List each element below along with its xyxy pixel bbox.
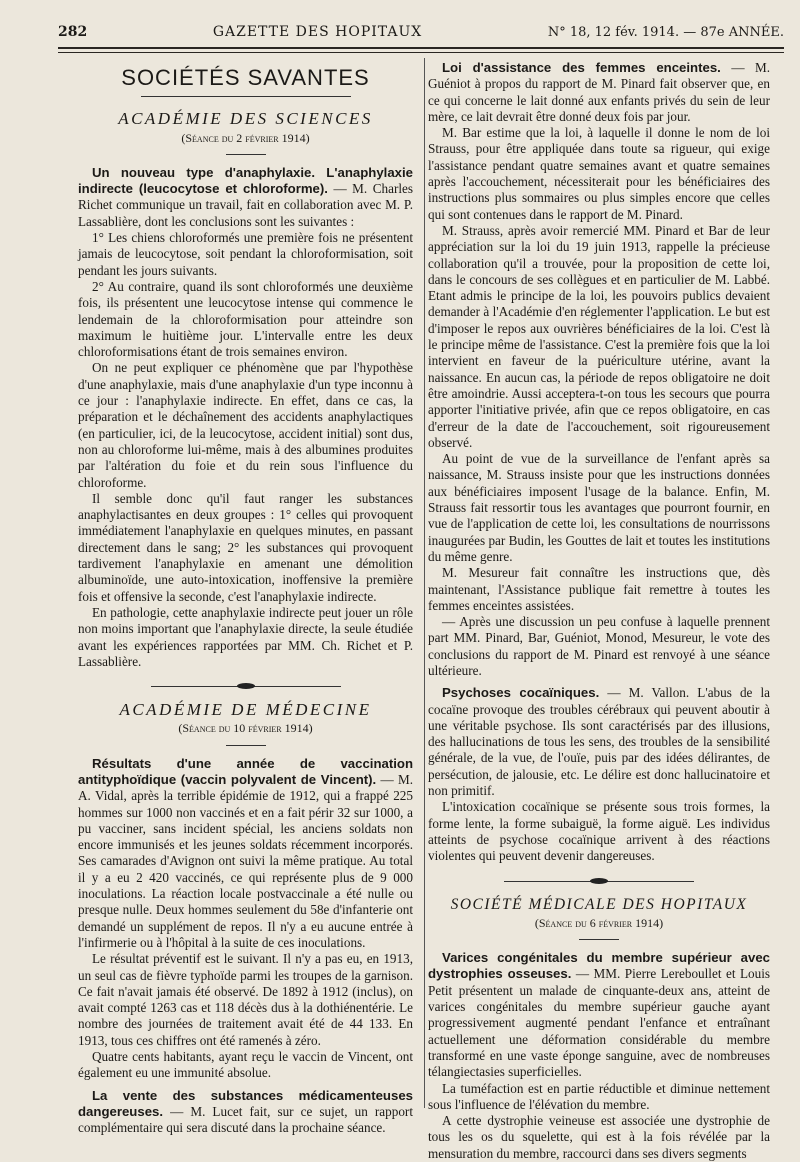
- academy-medecine-heading: ACADÉMIE DE MÉDECINE: [119, 700, 372, 720]
- header-rule-thin: [58, 52, 784, 53]
- short-rule: [579, 939, 619, 940]
- journal-title: GAZETTE DES HOPITAUX: [212, 24, 423, 40]
- seance-date: (Séance du 6 février 1914): [534, 915, 664, 930]
- article-varices: [428, 950, 770, 1080]
- article-heading: Un nouveau type d'anaphylaxie. L'anaphylaxie indirecte (leucocytose et chloroforme).: [78, 164, 413, 197]
- article-text: — MM. Pierre Lereboullet et Louis Petit présentent un malade de cinquante-deux ans, atteint de varices congénitales du membre supérieur gauche ayant progressivement augmenté pendant l'enfance et entraînant actuellement une déformation considérable du membre transformé en une vaste éponge sanguine, avec de nombreuses télangiectasies superficielles.: [428, 966, 770, 1080]
- paragraph: M. Bar estime que la loi, à laquelle il donne le nom de loi Strauss, pour être appliquée dans toute sa rigueur, qui exige l'assistance pendant quatre semaines avant et quatre semaines après l'accouchement, nécessiterait pour les bénéficiaires des instructions plus sommaires ou plus simples encore que celles qui sont contenues dans le rapport de M. Pinard.: [428, 125, 770, 222]
- left-column: [78, 60, 413, 1137]
- article-heading: La vente des substances médicamenteuses dangereuses.: [78, 1087, 413, 1119]
- section-rule: [141, 96, 351, 97]
- article-psychoses: [428, 685, 770, 799]
- paragraph: Au point de vue de la surveillance de l'enfant après sa naissance, M. Strauss insiste pour que les instructions données aux bénéficiaires imposent l'usage de la balance. Enfin, M. Strauss fait ressortir tous les avantages que pourront fournir, en vue de l'application de cette loi, les consultations de nourrissons inaugurées par Budin, les Gouttes de lait et toutes les institutions du même genre.: [428, 451, 770, 564]
- article-text: — M. Vallon. L'abus de la cocaïne provoque des troubles cérébraux qui peuvent aboutir à une véritable psychose. Ils sont caractérisés par des illusions, des hallucinations de tous les sens, des troubles de la sensibilité générale, de la vue, de l'ouïe, puis par des idées délirantes, de persécution, de jalousie, etc. Le délire est donc hallucinatoire et non primitif.: [428, 685, 770, 799]
- paragraph: M. Strauss, après avoir remercié MM. Pinard et Bar de leur appréciation sur la loi du 19 juin 1913, rappelle la précieuse collaboration qu'il a trouvée, pour la proposition de cette loi, dans le concours de ses collègues et en particulier de M. Labbé. Etant admis le principe de la loi, les pouvoirs publics devaient demander à l'Académie d'en réglementer l'application. Le but est d'imposer le repos aux ouvrières bénéficiaires de la loi. C'est là le principe même de l'assistance. C'est la première fois que la loi intervient en faveur de la puériculture utérine, avant la naissance. En aucun cas, la période de repos obligatoire ne doit être amoindrie. Aussi acceptera-t-on tous les secours que pourra apporter l'initiative privée, afin que ce repos obligatoire, en cas d'erreur de la date de l'accouchement, soit rigoureusement observé.: [428, 222, 770, 450]
- article-anaphylaxie: [78, 165, 413, 230]
- ornamental-divider: [504, 877, 694, 885]
- article-text: — M. Guéniot à propos du rapport de M. Pinard fait observer que, en ce qui concerne le lait donné aux enfants privés du sein de leur mère, ce lait devrait être donné deux fois par jour.: [428, 60, 770, 124]
- short-rule: [226, 154, 266, 155]
- article-heading: Varices congénitales du membre supérieur avec dystrophies osseuses.: [428, 950, 770, 982]
- column-separator: [424, 58, 425, 1108]
- article-heading: Loi d'assistance des femmes enceintes.: [442, 60, 721, 75]
- issue-info: N° 18, 12 fév. 1914. — 87e ANNÉE.: [547, 25, 784, 40]
- paragraph: Quatre cents habitants, ayant reçu le vaccin de Vincent, ont également eu une immunité absolue.: [78, 1049, 413, 1081]
- paragraph: En pathologie, cette anaphylaxie indirecte peut jouer un rôle non moins important que l'anaphylaxie directe, la seule étudiée avant les expériences rapportées par MM. Ch. Richet et P. Lassablière.: [78, 604, 413, 669]
- paragraph: L'intoxication cocaïnique se présente sous trois formes, la forme lente, la forme subaiguë, la forme aiguë. Les individus atteints de psychose cocaïnique arrivent à des réactions violentes qui peuvent devenir dangereuses.: [428, 799, 770, 864]
- article-loi-assistance: [428, 60, 770, 125]
- article-vaccination: [78, 756, 413, 952]
- article-heading: Résultats d'une année de vaccination antityphoïdique (vaccin polyvalent de Vincent).: [78, 755, 413, 787]
- paragraph: Il semble donc qu'il faut ranger les substances anaphylactisantes en deux groupes : 1° celles qui provoquent immédiatement l'anaphylaxie en quelques minutes, en passant directement dans le sang; 2° les substances qui provoquent tardivement l'anaphylaxie en amenant une démolition albuminoïde, une auto-intoxication, inoffensive la première fois et offensive la seconde, c'est l'anaphylaxie indirecte.: [78, 490, 413, 604]
- article-text: — M. Lucet fait, sur ce sujet, un rapport complémentaire qui sera discuté dans la prochaine séance.: [78, 1103, 413, 1136]
- academy-sciences-heading: ACADÉMIE DES SCIENCES: [118, 109, 373, 129]
- right-column: [428, 60, 770, 1162]
- paragraph: — Après une discussion un peu confuse à laquelle prennent part MM. Pinard, Bar, Guéniot, Monod, Mesureur, le vote des conclusions du rapport de M. Pinard est renvoyé à une séance ultérieure.: [428, 614, 770, 678]
- seance-date: (Séance du 2 février 1914): [181, 130, 310, 145]
- paragraph: Le résultat préventif est le suivant. Il n'y a pas eu, en 1913, un seul cas de fièvre typhoïde parmi les troupes de la garnison. Ce fait n'avait jamais été observé. De 1892 à 1912 (inclus), on avait compté 1263 cas et 118 décès dus à la dothiénentérie. Le nombre des journées de traitement avait été de 44 133. En 1913, tous ces chiffres ont été ramenés à zéro.: [78, 951, 413, 1048]
- paragraph: M. Mesureur fait connaître les instructions que, dès maintenant, l'Assistance publique fait remettre à toutes les femmes enceintes assistées.: [428, 565, 770, 613]
- paragraph: On ne peut expliquer ce phénomène que par l'hypothèse d'une anaphylaxie, mais d'une anaphylaxie d'un type inconnu à ce jour : l'anaphylaxie indirecte. En effet, dans ce cas, la préparation et le déchaînement des accidents anaphylactiques (en particulier, ici, de la leucocytose, accident initial) sont dus, non au chloroforme lui-même, mais à des albumines produites par l'altération du foie et du rein sous l'influence du chloroforme.: [78, 360, 413, 490]
- article-substances: [78, 1088, 413, 1137]
- page-number: 282: [58, 24, 88, 40]
- seance-date: (Séance du 10 février 1914): [178, 721, 313, 736]
- section-title: SOCIÉTÉS SAVANTES: [121, 65, 370, 90]
- paragraph: La tuméfaction est en partie réductible et diminue nettement sous l'influence de l'élévation du membre.: [428, 1080, 770, 1112]
- ornamental-divider: [151, 682, 341, 690]
- article-heading: Psychoses cocaïniques.: [442, 685, 600, 701]
- paragraph: 2° Au contraire, quand ils sont chloroformés une deuxième fois, ils présentent une leucocytose intense qui commence le lendemain de la chloroformisation pour atteindre son maximum le huitième jour. L'intervalle entre les deux chloroformisations étant de trois semaines environ.: [78, 278, 413, 360]
- article-text: — M. Charles Richet communique un travail, fait en collaboration avec M. P. Lassablière, dont les conclusions sont les suivantes :: [78, 181, 413, 229]
- article-text: — M. A. Vidal, après la terrible épidémie de 1912, qui a frappé 225 hommes sur 1000 non vaccinés et en a fait périr 32 sur 1000, a pu vacciner, sans incident spécial, les anciens soldats non encore immunisés et les jeunes soldats récemment incorporés. Ses camarades d'Avignon ont suivi la même pratique. Au total il y a eu 2 420 vaccinés, ce qui représente plus de 9 000 inoculations. La réaction locale postvaccinale a été nulle ou presque nulle. Deux hommes seulement du 58e d'infanterie ont demandé un supplément de repos. Il n'y a eu aucune entrée à l'infirmerie ou à l'hôpital à la suite de ces inoculations.: [78, 771, 413, 950]
- paragraph: 1° Les chiens chloroformés une première fois ne présentent jamais de leucocytose, soit pendant la chloroformisation, soit pendant les jours suivants.: [78, 230, 413, 278]
- page-header: [58, 24, 784, 46]
- header-rule: [58, 47, 784, 49]
- society-heading: SOCIÉTÉ MÉDICALE DES HOPITAUX: [450, 895, 748, 913]
- paragraph: A cette dystrophie veineuse est associée une dystrophie de tous les os du squelette, qui est à la fois révélée par la mensuration du membre, raccourci dans ses divers segments: [428, 1113, 770, 1161]
- short-rule: [226, 745, 266, 746]
